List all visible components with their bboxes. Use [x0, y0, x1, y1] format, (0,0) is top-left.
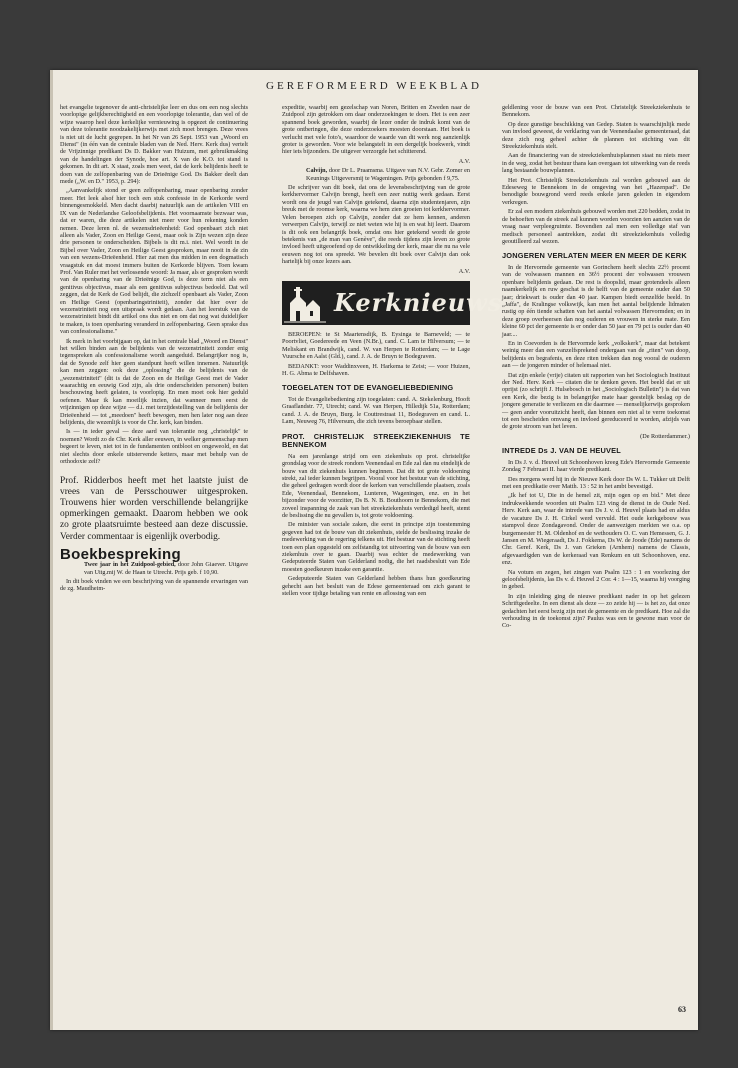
article-heading: PROT. CHRISTELIJK STREEKZIEKENHUIS TE BENNEKOM: [282, 431, 470, 450]
book-title: Calvijn,: [306, 167, 328, 175]
article-paragraph: In dit boek vinden we een beschrijving van de spannende ervaringen van de zg. Maudheim-: [60, 577, 248, 593]
article-paragraph: geldlening voor de bouw van een Prot. Christelijk Streekziekenhuis te Bennekom.: [502, 104, 690, 119]
kerknieuws-banner: [282, 281, 503, 325]
article-paragraph: Ik merk in het voorbijgaan op, dat in het centrale blad „Woord en Dienst" het willen binden aan de belijdenis van de wezenstriniteit zonder enig tegenspreken als confessionalisme wordt aangeduid. Belangrijker nog is, dat de Synode zelf hier geen standpunt heeft willen innemen. Natuurlijk kan men zeggen: ook deze „oplossing" die de belijdenis van de „wezenstriniteit" (dit is dat de Zoon en de Heilige Geest met de Vader waarachtig en eeuwig God zijn, als drie onderscheiden personen) buiten beschouwing heeft gelaten, is voorlopig. En men moet ook hier geduld oefenen. Maar ik kan moeilijk inzien, dat wanneer men eerst de vrijzinnigen op deze wijze — d.i. met terzijdestelling van de belijdenis der Drieëenheid — tot „meedoen" heeft bewogen, men hen later nog aan deze belijdenis, die wezenlijk is voor de Chr. kerk, kan binden.: [60, 337, 248, 427]
article-paragraph: Op deze gunstige beschikking van Gedep. Staten is waarschijnlijk mede van invloed geweest, de verklaring van de Veenendaalse gemeenteraad, dat deze zich nog geheel achter de plannen tot stichting van dit Streekziekenhuis stelt.: [502, 120, 690, 151]
article-paragraph: De schrijver van dit boek, dat ons de levensbeschrijving van de grote kerkhervormer Calvijn brengt, heeft een zeer nuttig werk gedaan. Eerst wordt ons de jeugd van Calvijn getekend, daarna zijn studentenjaren, zijn breuk met de roomse kerk, waarna we hem zien groeien tot kerkhervormer. Velen beroepen zich op Calvijn, zonder dat ze hem kennen, anderen verwerpen Calvijn, terwijl ze niet weten wie hij is en wat hij leert. Daarom is dit ook een belangrijk boek, omdat ons hier getekend wordt de grote betekenis van „de man van Genève", die reeds tijdens zijn leven zo grote invloed heeft uitgeoefend op de ontwikkeling der kerk, maar die nu na vele eeuwen nog tot ons spreekt. We bevelen dit boek over Calvijn dan ook hartelijk bij onze lezers aan.: [282, 184, 470, 266]
page-edge: [50, 70, 53, 1030]
article-paragraph: In de Hervormde gemeente van Gorinchem heeft slechts 22½ procent van de volwassen mannen en 36½ procent der volwassen vrouwen openbare belijdenis gedaan. De rest is doopslid, maar grotendeels alleen naamkerkelijk en ruw geschat is de helft van de gemeente ouder dan 50 jaar; driekwart is ouder dan 40 jaar. Kampen biedt eenzelfde beeld. In „Jaffa", de Kralingse volkswijk, kan men het aantal belijdende lidmaten rustig op één tiende schatten van het aantal volwassen Hervormden; en in deze groep overheersen dan nog ouderen en vrouwen in sterke mate. Een kleine 60 pct der gemeente is er onder dan 50 jaar en 79 pct is ouder dan 40 jaar....: [502, 263, 690, 338]
commentary-quote: Prof. Ridderbos heeft met het laatste juist de vrees van de Persschouwer uitgesproken. Trouwens hier worden verschillende belangrijke opmerkingen gemaakt. Daarom hebben we ook zo grote plaatsruimte besteed aan deze discussie. Verder commentaar is eigenlijk overbodig.: [60, 475, 248, 542]
book-details: door John Giaever. Uitgave van Uitg.mij W. de Haan te Utrecht. Prijs geb. f 10,90.: [84, 561, 249, 576]
article-paragraph: Het Prot. Christelijk Streekziekenhuis zal worden gebouwd aan de Edeseweg te Bennekom in de omgeving van het „Hazenpad". De benodigde bouwgrond werd reeds enkele jaren geleden in eigendom verkregen.: [502, 176, 690, 206]
column-2: [282, 104, 503, 1014]
source-attribution: (De Rotterdammer.): [640, 432, 690, 440]
page-number: 63: [678, 1005, 686, 1014]
book-heading: [282, 167, 470, 182]
article-paragraph: Gedeputeerde Staten van Gelderland hebben thans hun goedkeuring gehecht aan het besluit van de Edese gemeenteraad om zich garant te stellen voor tijdige betaling van rente en aflossing van een: [282, 575, 470, 598]
article-paragraph: „Aanvankelijk stond er geen zelfopenbaring, maar openbaring zonder meer. Het leek alsof hier toch een stuk confessie in de Kerkorde werd binnengesmokkeld. Men dacht daarbij natuurlijk aan de artikelen VIII en IX van de Nederlandse Geloofsbelijdenis. Het voornaamste bezwaar was, dat er waren, die deze artikelen niet meer voor hun rekening konden nemen. Deze leren nl. de wezensdrieëenheid: God openbaart zich niet alleen als Vader, Zoon en Heilige Geest, maar ook is Zijn wezen zijn deze drie personen te onderscheiden. Bijbels is dit m.i. niet. Wel wordt in de Bijbel over Vader, Zoon en Heilige Geest gesproken, maar nooit in de zin van een wezens-Drieëenheid. Hier zat men dus midden in een dogmatisch vraagstuk en dat moest immers buiten de Kerkorde blijven. Toen kwam Prof. Van Ruler met het verlossende woord: Ja maar, als er gesproken wordt van de openbaring van de Drieënige God, is deze term niet als een genitivus objectivus, maar als een genitivus subjectivus bedoeld. Dat wil zeggen, dat de Kerk de God belijdt, die zichzelf openbaart als Vader, Zoon en Heilige Geest (openbaringstriniteit), zonder dat hier over de wezenstriniteit nog een uitspraak wordt gedaan. Aan het leerstuk van de wezenstriniteit bindt dit artikel ons dus niet en om dat nog wat duidelijker te maken, is toen openbaring veranderd in zelfopenbaring. Geen sprake dus van confessionalisme.": [60, 187, 248, 336]
article-paragraph: Er zal een modern ziekenhuis gebouwd worden met 220 bedden, zodat in de behoeften van de streek zal kunnen worden voorzien ten aanzien van de vraag naar verpleegruimte. Bovendien zal men een volledige staf van medisch personeel aantrekken, zodat dit streekziekenhuis volledig geoutilleerd zal wezen.: [502, 208, 690, 245]
article-heading: TOEGELATEN TOT DE EVANGELIEBEDIENING: [282, 383, 454, 393]
church-icon: [282, 281, 328, 325]
article-paragraph: expeditie, waarbij een gezelschap van Noren, Britten en Zweden naar de Zuidpool zijn getrokken om daar onderzoekingen te doen. Het is een zeer spannend boek geworden, waarbij de lezer onder de indruk komt van de grote ontberingen, die deze onderzoekers moesten doorstaan. Het boek is verlucht met vele foto's, waardoor de waarde van dit werk nog aanzienlijk groter is geworden. Voor wie belangstelt in een dergelijk boekwerk, vindt hier iets bijzonders. De uitgever verzorgde het schitterend.: [282, 104, 470, 156]
page-header: GEREFORMEERD WEEKBLAD: [266, 80, 482, 92]
article-paragraph: De minister van sociale zaken, die eerst in principe zijn toestemming gegeven had tot de bouw van dit ziekenhuis, stelde de beslissing inzake de medewerking van de regering telkens uit. Het bestuur van de stichting heeft toen een plan opgesteld om zelfstandig tot uitvoering van de bouw van een ziekenhuis over te gaan. Daarbij was echter de medewerking van Gedeputeerde Staten van Gelderland nodig, die het raadsbesluit van Ede moesten goedkeuren inzake een garantie.: [282, 521, 470, 573]
article-heading: INTREDE Ds J. VAN DE HEUVEL: [502, 446, 622, 456]
kerknieuws-title: Kerknieuws: [334, 288, 503, 318]
article-paragraph: Na votum en zegen, het zingen van Psalm 123 : 1 en voorlezing der geloofsbelijdenis, las Ds v. d. Heuvel 2 Cor. 4 : 1—15, waarna hij voorging in gebed.: [502, 568, 690, 591]
article-paragraph: „Ik hef tot U, Die in de hemel zit, mijn ogen op en bid." Met deze indrukwekkende woorden uit Psalm 123 ving de dienst in de Oude Ned. Herv. Kerk aan, waar de intrede van Ds J. v. d. Heuvel plaats had en aldus de vacature Ds J. H. Cirkel werd vervuld. Het oude kerkgebouw was stampvol deze Zondagavond. Onder de aanwezigen merkten we o.a. op burgemeester H. M. Oldenhof en de wethouders O. C. van Hemessen, G. J. Jansen en M. Wiegeraadt, Ds J. Fokkema, Ds W. de Joode (Ede) namens de Chr. Geref. Kerk, Ds J. van Grieken (Arnhem) namens de Classis, afgevaardigden van de kerkeraad van Renkum en uit Schoonhoven, enz. enz.: [502, 492, 690, 567]
article-paragraph: En in Coevorden is de Hervormde kerk „volkskerk", maar dat betekent weinig meer dan een vanzelfsprekend ondergaan van de „riten" van doop, belijdenis en begrafenis, en deze riten trekken dan nog vooral de ouderen aan — de jongeren minder of helemaal niet.: [502, 339, 690, 370]
article-paragraph: Dat zijn enkele (vrije) citaten uit rapporten van het Sociologisch Instituut der Ned. Herv. Kerk — citaten die te denken geven. Het beeld dat er uit oprijst (zo schrijft J. Hulsebosch in het „Sociologisch Bulletin") is dat van een Kerk, die bezig is in belangrijke mate haar geestelijk beslag op de jongere generatie te verliezen en die daarmee — menselijkerwijs gesproken — geen ander vooruitzicht heeft, dan binnen een niet al te verre toekomst tot een bescheiden omvang en invloed gereduceerd te worden, afzijds van de grote stroom van het leven.: [502, 371, 690, 431]
article-paragraph: Is — in ieder geval — deze aard van tolerantie nog „christelijk" te noemen? Wordt zo de Chr. Kerk aller eeuwen, in welker gemeenschap men begeert te leven, niet tot in de fundamenten ontbloot en ongeweold, en dat niet slechts door enkele uitstervende ketters, maar met behulp van de orthodoxie zelf?: [60, 428, 248, 466]
article-paragraph: In Ds J. v. d. Heuvel uit Schoonhoven kreeg Ede's Hervormde Gemeente Zondag 7 Februari II. haar vierde predikant.: [502, 458, 690, 474]
article-paragraph: Na een jarenlange strijd om een ziekenhuis op prot. christelijke grondslag voor de streek rondom Veenendaal en Ede zal dan nu eindelijk de bouw van dit ziekenhuis kunnen beginnen. Dat dit tot grote voldoening strekt, zal ieder kunnen begrijpen. Vooral voor het bestuur van de stichting, die geheel gedragen wordt door de kerken van verschillende plaatsen, zoals Ede, Veenendaal, Bennekom, Lunteren, Wageningen, enz. en in het bijzonder voor de voorzitter, Ds B. N. B. Bouthoorn te Bennekom, die met zoveel inspanning de zaak van het streekziekenhuis verdedigd heeft, stemt de beslissing die nu gevallen is, tot grote voldoening.: [282, 452, 470, 520]
author-signature: A.V.: [458, 157, 470, 165]
article-paragraph: het evangelie tegenover de anti-christelijke leer en dus om een nog slechts voorlopige gelijkberechtigheid en een voorlopige tolerantie, dan wel of de wijze waarop heel deze kerkelijke vernieuwing is opgezet de continuering van deze tolerantie noodzakelijkerwijs met zich moet brengen. Deze vrees is niet uit de lucht gegrepen. In het Nr van 26 Sept. 1953 van „Woord en Dienst" (in één van de centrale bladen van de Ned. Herv. Kerk dus) vertelt de Vrijzinnige predikant Ds D. Bakker van Huizum, met gebruikmaking van de handelingen der Synode, hoe art. X van de K.O. tot stand is gekomen. In dit art. X staat, zoals men weet, dat de kerk belijdenis heeft te doen van de zelfopenbaring van de Drieënige God. Ds Bakker deelt dan mede („W. en D." 1953, p. 294):: [60, 104, 248, 186]
article-paragraph: Tot de Evangeliebediening zijn toegelaten: cand. A. Stekelenburg, Hooft Graaflandstr. 77, Utrecht; cand. W. van Herpen, Hilledijk 51a, Rotterdam; cand. J. A. de Bruyn, Burg. le Couttrestraat 11, Bodegraven en cand. L. Lam, Neuweg 76, Hilversum, die zich tevens beroepbaar stellen.: [282, 395, 470, 426]
article-heading: JONGEREN VERLATEN MEER EN MEER DE KERK: [502, 251, 687, 261]
article-paragraph: In zijn inleiding ging de nieuwe predikant nader in op het gelezen Schriftgedeelte. In een dienst als deze — zo zeide hij — is het zo, dat onze gedachten het eerst bezig zijn met de gemeente en de predikant. Hoe zal die verhouding in de toekomst zijn? Paulus was een te gewone man voor de Co-: [502, 592, 690, 630]
book-heading: [60, 561, 248, 576]
book-title: Twee jaar in het Zuidpool-gebied,: [84, 561, 176, 569]
newspaper-page: [50, 70, 698, 1030]
column-1: [60, 104, 248, 1014]
news-paragraph: BEDANKT: voor Waddinxveen, H. Harkema te Zeist; — voor Huizen, H. G. Abma te Delfshaven.: [282, 362, 470, 377]
section-heading-boekbespreking: Boekbespreking: [60, 545, 181, 563]
article-paragraph: Aan de financiering van de streekziekenhuisplannen staat nu niets meer in de weg, zodat het bestuur thans kan overgaan tot uitwerking van de reeds lang bestaande bouwplannen.: [502, 152, 690, 175]
author-signature: A.V.: [458, 267, 470, 275]
column-3: [502, 104, 690, 1014]
book-details: door Dr L. Praamsma. Uitgave van N.V. Gebr. Zomer en Keunings Uitgeversmij te Wageningen. Prijs gebonden f 9,75.: [306, 167, 470, 182]
article-paragraph: Des morgens werd hij in de Nieuwe Kerk door Ds W. L. Tukker uit Delft met een predikatie over Matth. 13 : 52 in het ambt bevestigd.: [502, 475, 690, 491]
news-paragraph: BEROEPEN: te St Maartensdijk, B. Eysinga te Barneveld; — te Poortvliet, Goedereede en Veen (N.Br.), cand. C. Lam te Hilversum; — te Meliskant en Brandwijk, cand. W. van Herpen te Rotterdam; — te Lage Vuursche en Aalst (Gld.), cand. J. A. de Bruyn te Bodegraven.: [282, 330, 470, 361]
